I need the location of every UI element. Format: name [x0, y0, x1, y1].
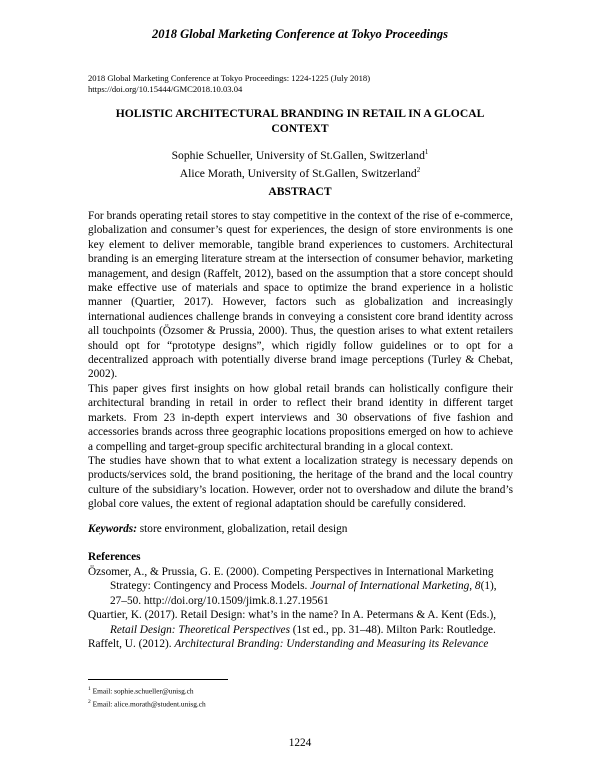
author-line — [60, 145, 540, 163]
abstract-paragraph: For brands operating retail stores to stay competitive in the context of the rise of e-commerce, globalization and consumer’s quest for experiences, the design of store environments is one key element to deliver memorable, tangible brand experiences to customers. Architectural branding is an emerging literature stream at the intersection of consumer behavior, marketing management, and design (Raffelt, 2012), based on the assumption that a store concept should make effective use of materials and space to optimize the brand experience in a holistic manner (Quartier, 2017). However, factors such as globalization and increasingly international audiences challenge brands in conveying a consistent core brand identity across all touchpoints (Özsomer & Prussia, 2000). Thus, the question arises to what extent retailers should opt for “prototype designs”, which rigidly follow guidelines or to opt for a decentralized approach with potentially diverse brand image perceptions (Turley & Chebat, 2002). — [88, 210, 513, 381]
author-name: Alice Morath, University of St.Gallen, Switzerland — [179, 167, 417, 181]
reference-volume: 8 — [474, 580, 481, 593]
reference-text: Raffelt, U. (2012). — [88, 638, 175, 651]
reference-source: Journal of International Marketing — [310, 580, 470, 593]
reference-text: , — [469, 580, 475, 593]
footnote-marker: 1 — [88, 686, 91, 692]
reference-text: Quartier, K. (2017). Retail Design: what’s in the name? In A. Petermans & A. Kent (Eds.), — [88, 609, 497, 622]
abstract-paragraph: The studies have shown that to what extent a localization strategy is necessary depends on products/services sold, the brand positioning, the heritage of the brand and the local country culture of the subsidiary’s location. However, order not to overshadow and dilute the brand’s global core values, the extent of regional adaptation should be carefully considered. — [88, 454, 513, 511]
footnote-marker: 2 — [416, 166, 421, 175]
running-header: 2018 Global Marketing Conference at Tokyo Proceedings — [151, 27, 449, 41]
footnote-text: Email: sophie.schueller@unisg.ch — [90, 686, 194, 696]
keywords-text: store environment, globalization, retail design — [136, 523, 348, 535]
abstract-paragraph: This paper gives first insights on how global retail brands can holistically configure their architectural branding in retail in order to reflect their brand identity in different target markets. From 23 in-depth expert interviews and 30 observations of five fashion and accessories brands across three geographic locations propositions emerged on how to achieve a compelling and target-group specific architectural branding in a glocal context. — [88, 382, 513, 453]
footnote-marker: 2 — [88, 698, 91, 705]
doi-line: https://doi.org/10.15444/GMC2018.10.03.04 — [88, 84, 243, 94]
citation-block — [88, 73, 528, 95]
footnote-text: Email: alice.morath@student.unisg.ch — [90, 699, 206, 709]
reference-item — [88, 637, 513, 651]
reference-text: (1), 27–50. http://doi.org/10.1509/jimk.8.1.27.19561 — [110, 580, 497, 607]
abstract-body — [88, 209, 513, 512]
author-name: Sophie Schueller, University of St.Gallen, Switzerland — [171, 148, 425, 162]
keywords — [88, 522, 513, 536]
abstract-heading: ABSTRACT — [268, 185, 332, 198]
title-line: CONTEXT — [271, 122, 329, 135]
reference-text: (1st ed., pp. 31–48). Milton Park: Routledge. — [289, 623, 496, 636]
footnote-divider — [88, 679, 228, 680]
author-line — [60, 163, 540, 181]
footnote — [88, 697, 513, 710]
title-line: HOLISTIC ARCHITECTURAL BRANDING IN RETAIL IN A GLOCAL — [115, 107, 485, 120]
reference-source: Retail Design: Theoretical Perspectives — [110, 623, 290, 636]
reference-source: Architectural Branding: Understanding and Measuring its Relevance — [174, 638, 489, 651]
reference-text: Özsomer, A., & Prussia, G. E. (2000). Competing Perspectives in International Marketing Strategy: Contingency and Process Models. — [88, 566, 494, 593]
references-heading: References — [88, 551, 141, 563]
citation-line: 2018 Global Marketing Conference at Tokyo Proceedings: 1224-1225 (July 2018) — [88, 73, 371, 83]
footnotes — [88, 684, 513, 710]
reference-item — [88, 608, 513, 637]
page-number: 1224 — [288, 737, 312, 749]
footnote-marker: 1 — [424, 148, 429, 156]
reference-list — [88, 565, 513, 651]
paper-title — [60, 106, 540, 136]
keywords-label: Keywords: — [88, 523, 137, 535]
footnote — [88, 684, 513, 697]
reference-item — [88, 565, 513, 608]
author-list — [60, 145, 540, 182]
